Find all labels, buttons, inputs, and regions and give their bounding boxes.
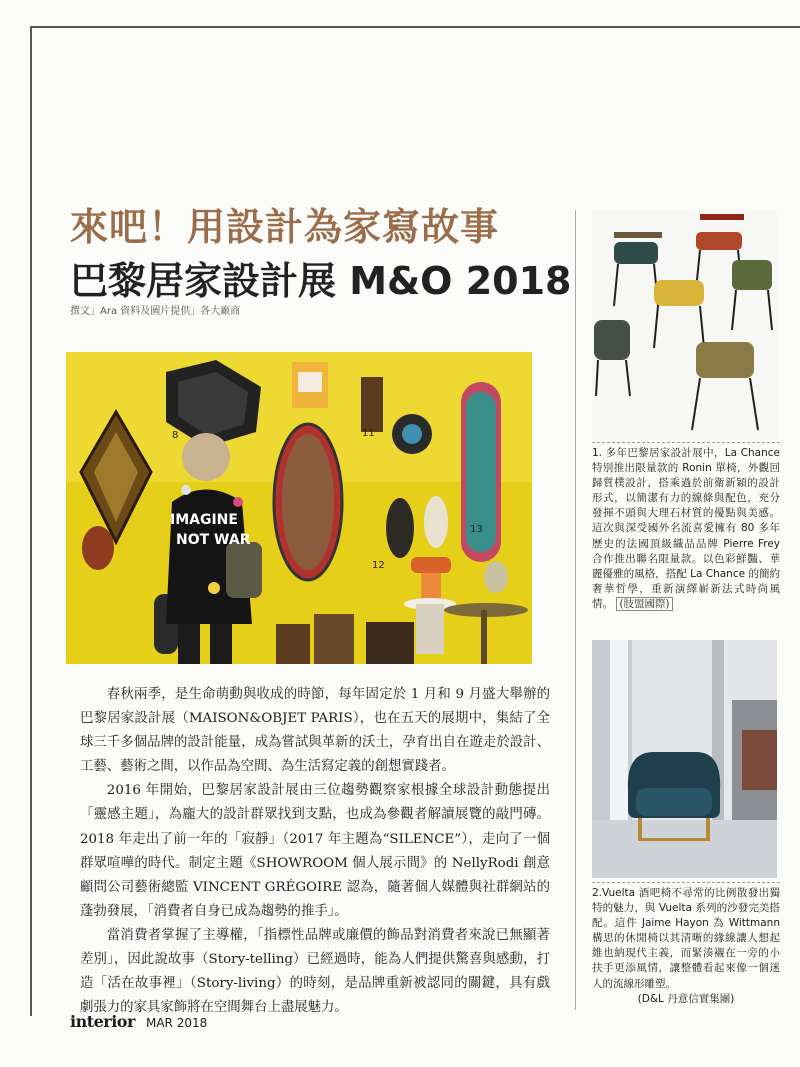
caption-2 [592, 882, 780, 1007]
exhibition-photo [66, 352, 532, 664]
chairs-photo [592, 210, 777, 440]
page-frame-top [30, 26, 800, 28]
article-paragraph-3: 當消費者掌握了主導權，「指標性品牌或廉價的飾品對消費者來說已無顯著差別」，因此說故事（Story-telling）已經過時，能為人們提供驚喜與感動，打造「活在故事裡」（Story-living）的時刻，是品牌重新被認同的關鍵，具有戲劇張力的家具家飾將在空間舞台上盡展魅力。 [80, 927, 550, 1016]
article-body [80, 683, 550, 1020]
headline-line2: 巴黎居家設計展 M&O 2018 [70, 259, 572, 303]
jacket-text-1: IMAGINE [170, 512, 238, 528]
page-footer [70, 1012, 207, 1031]
photo-label-12: 12 [372, 560, 385, 571]
photo-label-8: 8 [172, 430, 179, 441]
column-divider [575, 210, 576, 1010]
issue-date: MAR 2018 [145, 1016, 208, 1030]
caption-2-credit: (D&L 丹意信實集團) [637, 992, 735, 1005]
magazine-brand: interior [70, 1012, 135, 1031]
jacket-text-2: NOT WAR [176, 532, 251, 548]
article-paragraph-2: 2016 年開始，巴黎居家設計展由三位趨勢觀察家根據全球設計動態提出「靈感主題」，為龐大的設計群眾找到支點，也成為參觀者解讀展覽的敲門磚。2018 年走出了前一年的「寂靜」（2017 年主題為“SILENCE”），走向了一個群眾喧嘩的時代。制定主題《SHOWROOM 個人展示間》的 NellyRodi 創意顧問公司藝術總監 VINCENT GRÉGOIRE 認為，隨著個人媒體與社群網站的蓬勃發展，「消費者自身已成為趨勢的推手」。 [80, 783, 550, 919]
photo-label-13: 13 [470, 524, 483, 535]
page-frame-left [30, 26, 32, 1016]
article-paragraph-1: 春秋兩季，是生命萌動與收成的時節，每年固定於 1 月和 9 月盛大舉辦的巴黎居家設計展（MAISON&OBJET PARIS），也在五天的展期中，集結了全球三千多個品牌的設計能量，成為嘗試與革新的沃土，孕育出自在遊走於設計、工藝、藝術之間，以作品為空間、為生活寫定義的創想實踐者。 [80, 687, 550, 775]
armchair-photo [592, 640, 777, 878]
byline: 撰文」Ara 資料及圖片提供」各大廠商 [70, 306, 241, 317]
photo-label-11: 11 [362, 428, 375, 439]
caption-1 [592, 442, 780, 612]
caption-2-rule [592, 882, 780, 883]
caption-1-rule [592, 442, 780, 443]
headline-line1: 來吧！用設計為家寫故事 [70, 205, 500, 249]
caption-1-credit: (肢盟國際) [616, 597, 672, 611]
caption-2-text: 2.Vuelta 酒吧椅不尋常的比例散發出獨特的魅力，與 Vuelta 系列的沙發完美搭配。這件 Jaime Hayon 為 Wittmann 構思的休閒椅以其清晰的緣線讓人想起維也納現代主義，而緊湊襯在一旁的小扶手更添風情，讓整體看起來像一個迷人的流線形雕塑。 [592, 887, 780, 990]
caption-1-text: 1. 多年巴黎居家設計展中，La Chance 特別推出限量款的 Ronin 單椅，外觀回歸質樸設計，搭乘過於前衛新穎的設計形式，以簡潔有力的線條與配色，充分發揮不頭與大理石材質的優點與美感。這次與深受國外名流喜愛擁有 80 多年歷史的法國頂級織品品牌 Pierre Frey 合作推出聯名限量款。以色彩鮮豔、華麗優雅的風格，搭配 La Chance 的簡約奢華哲學，重新演繹嶄新法式時尚風情。 [592, 447, 780, 610]
